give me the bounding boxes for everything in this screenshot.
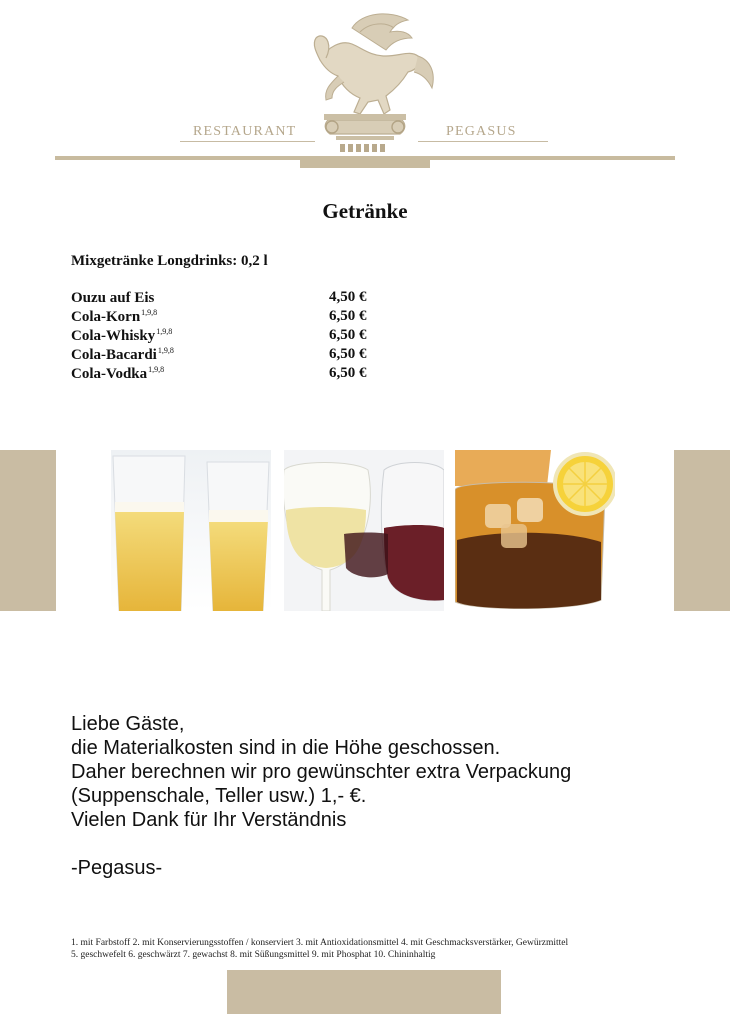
- drinks-menu-list: [71, 289, 391, 384]
- menu-item: [71, 346, 391, 365]
- decor-box-right: [674, 450, 730, 611]
- menu-item-name: Cola-Whisky$^{1,9,8}$: [71, 327, 173, 344]
- notice-line: Liebe Gäste,: [71, 713, 185, 735]
- allergen-footnotes: [71, 937, 568, 961]
- iced-drink-lemon-photo: [455, 450, 615, 611]
- header-divider-right: [418, 141, 548, 142]
- header-restaurant-label: RESTAURANT: [193, 124, 297, 139]
- menu-item-price: 6,50 €: [329, 308, 367, 324]
- menu-item: [71, 308, 391, 327]
- header-main-line: [55, 156, 675, 160]
- menu-item-price: 6,50 €: [329, 327, 367, 343]
- decor-box-bottom: [227, 970, 501, 1014]
- footnote-line: 1. mit Farbstoff 2. mit Konservierungsstoffen / konserviert 3. mit Antioxidationsmittel 4. mit Geschmacksverstärker, Gewürzmittel: [71, 938, 569, 948]
- menu-item-price: 6,50 €: [329, 365, 367, 381]
- menu-item-price: 6,50 €: [329, 346, 367, 362]
- header-divider-left: [180, 141, 315, 142]
- menu-item: [71, 327, 391, 346]
- beer-glasses-photo: [111, 450, 271, 611]
- menu-item: [71, 289, 391, 308]
- customer-notice: [71, 712, 571, 880]
- section-heading: Mixgetränke Longdrinks: 0,2 l: [71, 253, 268, 269]
- allergen-codes: 1,9,8: [157, 346, 174, 355]
- menu-item-name: Cola-Bacardi$^{1,9,8}$: [71, 346, 174, 363]
- wine-glasses-photo: [284, 450, 444, 611]
- notice-line: Vielen Dank für Ihr Verständnis: [71, 809, 347, 831]
- menu-item: [71, 365, 391, 384]
- allergen-codes: 1,9,8: [156, 327, 173, 336]
- header-pegasus-label: PEGASUS: [446, 124, 517, 139]
- notice-line: die Materialkosten sind in die Höhe geschossen.: [71, 737, 501, 759]
- menu-item-name: Cola-Vodka$^{1,9,8}$: [71, 365, 165, 382]
- menu-item-name: Ouzu auf Eis: [71, 290, 155, 306]
- notice-signature: -Pegasus-: [71, 857, 163, 879]
- allergen-codes: 1,9,8: [141, 308, 158, 317]
- allergen-codes: 1,9,8: [148, 365, 165, 374]
- menu-item-name: Cola-Korn$^{1,9,8}$: [71, 308, 158, 325]
- page-title: Getränke: [322, 199, 408, 223]
- pegasus-column-logo: [290, 10, 440, 170]
- notice-line: (Suppenschale, Teller usw.) 1,- €.: [71, 785, 367, 807]
- notice-spacer: [71, 832, 571, 856]
- notice-line: Daher berechnen wir pro gewünschter extra Verpackung: [71, 761, 572, 783]
- decor-box-left: [0, 450, 56, 611]
- footnote-line: 5. geschwefelt 6. geschwärzt 7. gewachst 8. mit Süßungsmittel 9. mit Phosphat 10. Chininhaltig: [71, 950, 436, 960]
- menu-item-price: 4,50 €: [329, 289, 367, 305]
